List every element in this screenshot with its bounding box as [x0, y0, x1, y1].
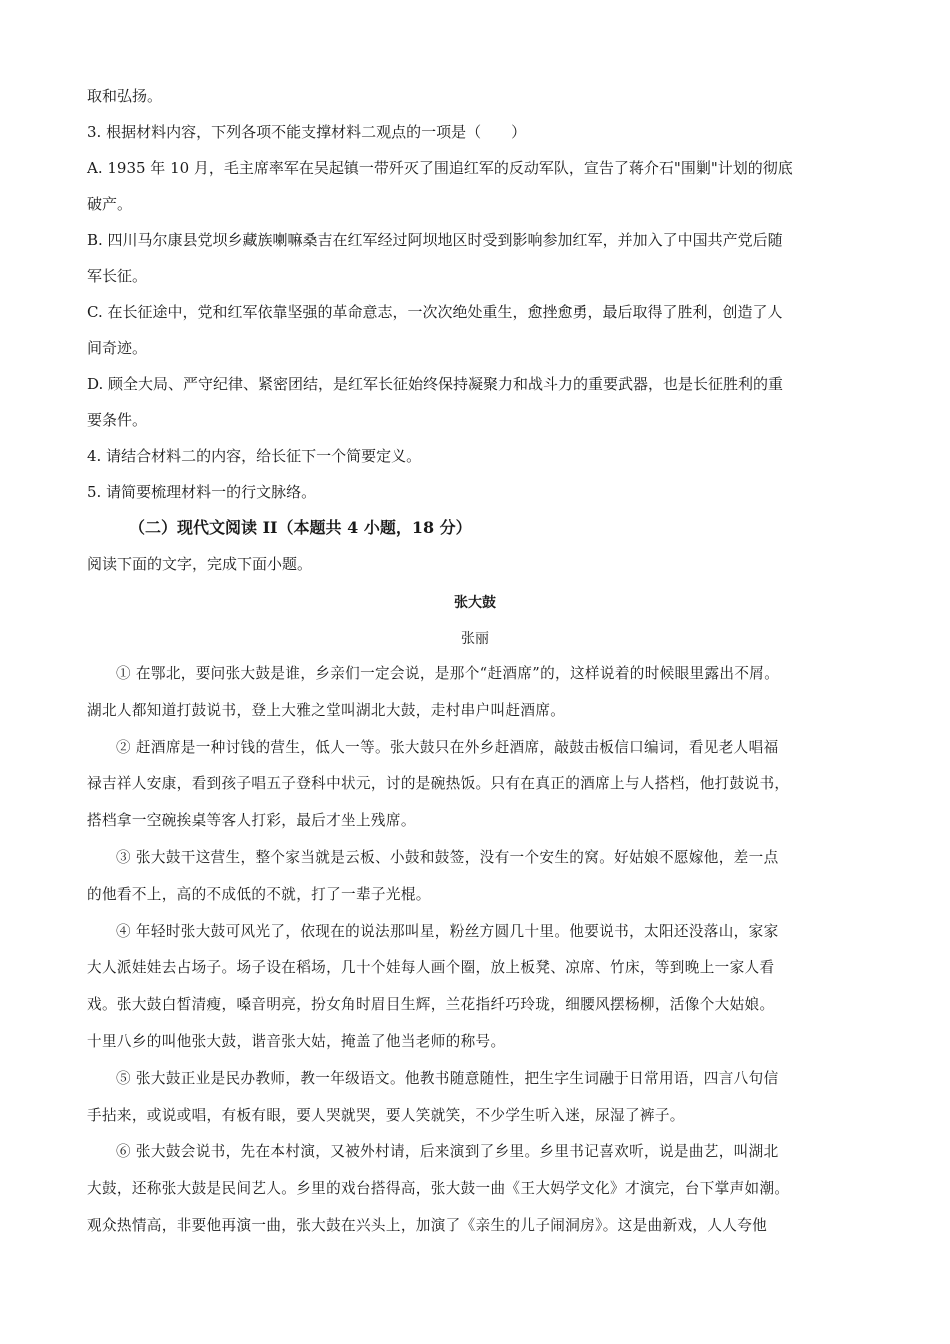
document-page [87, 78, 863, 1245]
paragraph-line: 大人派娃娃去占场子。场子设在稻场，几十个娃每人画个圈，放上板凳、凉席、竹床，等到晚上一家人看 [87, 959, 775, 977]
paragraph-line: ① 在鄂北，要问张大鼓是谁，乡亲们一定会说，是那个“赶酒席”的，这样说着的时候眼里露出不屑。 [116, 665, 780, 682]
paragraph-6 [87, 1134, 863, 1244]
paragraph-line: 手拈来，或说或唱，有板有眼，要人哭就哭，要人笑就笑，不少学生听入迷，尿湿了裤子。 [87, 1106, 685, 1124]
paragraph-1 [87, 656, 863, 730]
paragraph-line: 湖北人都知道打鼓说书，登上大雅之堂叫湖北大鼓，走村串户叫赶酒席。 [87, 701, 566, 719]
paragraph-3 [87, 840, 863, 914]
paragraph-line: ④ 年轻时张大鼓可风光了，依现在的说法那叫星，粉丝方圆几十里。他要说书，太阳还没落山，家家 [116, 922, 779, 940]
option-b-line-1: B. 四川马尔康县党坝乡藏族喇嘛桑吉在红军经过阿坝地区时受到影响参加红军，并加入了中国共产党后随 [87, 231, 783, 249]
paragraph-line: 观众热情高，非要他再演一曲，张大鼓在兴头上，加演了《亲生的儿子闹洞房》。这是曲新戏，人人夸他 [87, 1216, 768, 1234]
option-b-line-2: 军长征。 [87, 267, 148, 285]
paragraph-line: ⑥ 张大鼓会说书，先在本村演，又被外村请，后来演到了乡里。乡里书记喜欢听，说是曲艺，叫湖北 [116, 1143, 779, 1161]
option-d-line-1: D. 顾全大局、严守纪律、紧密团结，是红军长征始终保持凝聚力和战斗力的重要武器，也是长征胜利的重 [87, 375, 784, 393]
paragraph-2 [87, 730, 863, 840]
question-3-stem: 3. 根据材料内容，下列各项不能支撑材料二观点的一项是（ ） [87, 123, 527, 141]
paragraph-line: 搭档拿一空碗挨桌等客人打彩，最后才坐上残席。 [87, 812, 416, 830]
section-instruction: 阅读下面的文字，完成下面小题。 [87, 555, 313, 573]
paragraph-line: 的他看不上，高的不成低的不就，打了一辈子光棍。 [87, 885, 431, 903]
option-a-line-2: 破产。 [87, 195, 133, 213]
option-c-line-2: 间奇迹。 [87, 339, 148, 357]
paragraph-4 [87, 914, 863, 1061]
paragraph-line: ② 赶酒席是一种讨钱的营生，低人一等。张大鼓只在外乡赶酒席，敲鼓击板信口编词，看见老人唱福 [116, 738, 779, 756]
article-title: 张大鼓 [454, 595, 496, 611]
question-5: 5. 请简要梳理材料一的行文脉络。 [87, 483, 317, 501]
paragraph-5 [87, 1061, 863, 1135]
paragraph-line: 戏。张大鼓白皙清瘦，嗓音明亮，扮女角时眉目生辉，兰花指纤巧玲珑，细腰风摆杨柳，活像个大姑娘。 [87, 996, 775, 1014]
text-line: 取和弘扬。 [87, 87, 163, 105]
paragraph-line: ③ 张大鼓干这营生，整个家当就是云板、小鼓和鼓签，没有一个安生的窝。好姑娘不愿嫁他，差一点 [116, 848, 779, 866]
question-4: 4. 请结合材料二的内容，给长征下一个简要定义。 [87, 447, 422, 465]
paragraph-line: 禄吉祥人安康，看到孩子唱五子登科中状元，讨的是碗热饭。只有在真正的酒席上与人搭档，他打鼓说书， [87, 775, 790, 793]
paragraph-line: 十里八乡的叫他张大鼓，谐音张大姑，掩盖了他当老师的称号。 [87, 1032, 506, 1050]
option-c-line-1: C. 在长征途中，党和红军依靠坚强的革命意志，一次次绝处重生，愈挫愈勇，最后取得了胜利，创造了人 [87, 303, 783, 321]
article-author: 张丽 [461, 631, 489, 647]
option-a-line-1: A. 1935 年 10 月，毛主席率军在吴起镇一带歼灭了围追红军的反动军队，宣告了蒋介石"围剿"计划的彻底 [87, 159, 793, 177]
paragraph-line: 大鼓，还称张大鼓是民间艺人。乡里的戏台搭得高，张大鼓一曲《王大妈学文化》才演完，台下掌声如潮。 [87, 1180, 790, 1198]
paragraph-line: ⑤ 张大鼓正业是民办教师，教一年级语文。他教书随意随性，把生字生词融于日常用语，四言八句信 [116, 1069, 779, 1087]
option-d-line-2: 要条件。 [87, 411, 148, 429]
question-block [87, 78, 863, 510]
section-heading: （二）现代文阅读 II（本题共 4 小题，18 分） [129, 518, 472, 537]
